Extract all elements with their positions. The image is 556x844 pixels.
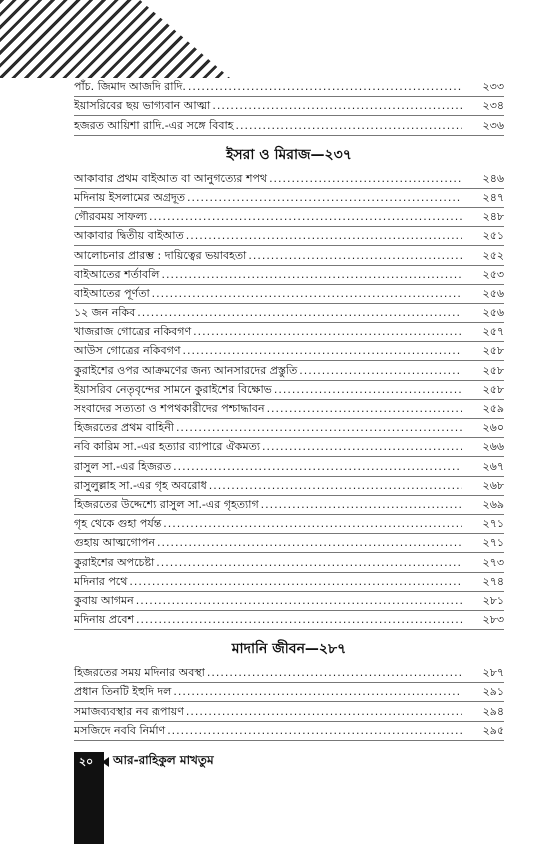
- dot-leader: [187, 189, 462, 207]
- toc-entry-title: খাজরাজ গোত্রের নকিবগণ: [74, 325, 192, 339]
- dot-leader: [149, 208, 462, 226]
- toc-entry-page: ২৩৪: [482, 99, 504, 113]
- toc-entry-title: মদিনার পথে: [74, 574, 128, 588]
- dot-leader: [235, 117, 462, 135]
- toc-entry-page: ২৪৮: [482, 210, 504, 224]
- toc-entry-title: বাইআতের শর্তাবলি: [74, 267, 160, 281]
- toc-entry-page: ২৫৭: [482, 325, 504, 339]
- toc-entry[interactable]: [74, 227, 504, 246]
- dot-leader: [157, 534, 462, 552]
- toc-entry-title: হিজরতের উদ্দেশ্যে রাসুল সা.-এর গৃহত্যাগ: [74, 497, 259, 511]
- toc-entry[interactable]: [74, 381, 504, 400]
- toc-entry-page: ২৫৩: [482, 267, 504, 281]
- toc-entry[interactable]: [74, 208, 504, 227]
- dot-leader: [137, 304, 462, 322]
- toc-entry[interactable]: [74, 683, 504, 702]
- toc-entry-title: আকাবার দ্বিতীয় বাইআত: [74, 229, 184, 243]
- toc-entry-page: ২৯৫: [482, 723, 504, 737]
- toc-entry[interactable]: [74, 400, 504, 419]
- dot-leader: [269, 170, 462, 188]
- toc-entry-title: সংবাদের সত্যতা ও শপথকারীদের পশ্চাদ্ধাবন: [74, 402, 265, 415]
- toc-entry-page: ২৫৬: [482, 286, 504, 300]
- toc-entry-title: হিজরতের সময় মদিনার অবস্থা: [74, 666, 205, 680]
- toc-entry[interactable]: [74, 116, 504, 135]
- toc-entry-title: গৃহ থেকে গুহা পর্যন্ত: [74, 517, 162, 531]
- toc-entry-title: হজরত আয়িশা রাদি.-এর সঙ্গে বিবাহ: [74, 118, 234, 132]
- toc-entry-title: আউস গোত্রের নকিবগণ: [74, 344, 181, 358]
- toc-entry-page: ২৫৬: [482, 306, 504, 320]
- dot-leader: [167, 722, 462, 740]
- toc-entry[interactable]: [74, 419, 504, 438]
- dot-leader: [186, 703, 462, 721]
- toc-entry-page: ২৫১: [482, 229, 504, 243]
- toc-entry-page: ২৩৬: [482, 118, 504, 132]
- toc-entry-title: রাসুলুল্লাহ সা.-এর গৃহ অবরোধ: [74, 478, 207, 492]
- toc-entry-title: পাঁচ. জিমাদ আজদি রাদি.: [74, 80, 186, 94]
- dot-leader: [209, 477, 462, 495]
- dot-leader: [274, 381, 462, 399]
- toc-entry[interactable]: [74, 246, 504, 265]
- toc-entry-title: মদিনায় ইসলামের অগ্রদূত: [74, 190, 186, 204]
- page-number: ২০: [74, 753, 98, 771]
- toc-entry-page: ২৭১: [482, 517, 504, 531]
- toc-entry-title: বাইআতের পূর্ণতা: [74, 286, 150, 300]
- toc-entry-title: কুবায় আগমন: [74, 593, 134, 607]
- toc-entry-page: ২৫৮: [482, 382, 504, 396]
- toc-entry-title: প্রধান তিনটি ইহুদি দল: [74, 685, 172, 699]
- toc-entry-title: কুরাইশের ওপর আক্রমণের জন্য আনসারদের প্রস্তুতি: [74, 363, 298, 377]
- toc-entry-page: ২৮৭: [482, 666, 504, 680]
- toc-entry-page: ২৪৭: [482, 190, 504, 204]
- toc-entry-page: ২৯১: [482, 685, 504, 699]
- toc-entry[interactable]: [74, 553, 504, 572]
- dot-leader: [173, 683, 462, 701]
- dot-leader: [207, 664, 462, 682]
- section-heading: ইসরা ও মিরাজ—২৩৭: [226, 146, 352, 163]
- toc-entry-title: কুরাইশের অপচেষ্টা: [74, 555, 155, 569]
- toc-entry-page: ২৫৮: [482, 344, 504, 358]
- toc-entry[interactable]: [74, 266, 504, 285]
- toc-entry-title: ইয়াসরিব নেতৃবৃন্দের সামনে কুরাইশের বিক্ষোভ: [74, 382, 272, 396]
- dot-leader: [212, 97, 462, 115]
- toc-entry-page: ২৫৮: [482, 363, 504, 377]
- toc-entry[interactable]: [74, 496, 504, 515]
- dot-leader: [262, 438, 462, 456]
- toc-entry[interactable]: [74, 304, 504, 323]
- dot-leader: [193, 323, 462, 341]
- toc-entry[interactable]: [74, 457, 504, 476]
- dot-leader: [129, 573, 462, 591]
- toc-entry[interactable]: [74, 78, 504, 97]
- toc-entry-page: ২৬৮: [482, 478, 504, 492]
- dot-leader: [162, 266, 462, 284]
- toc-entry[interactable]: [74, 438, 504, 457]
- dot-leader: [156, 554, 462, 572]
- dot-leader: [267, 400, 462, 418]
- toc-entry[interactable]: [74, 573, 504, 592]
- dot-leader: [248, 247, 462, 265]
- toc-entry-title: আকাবার প্রথম বাইআত বা আনুগত্যের শপথ: [74, 171, 268, 185]
- toc-entry[interactable]: [74, 611, 504, 630]
- toc-entry-page: ২৫২: [482, 248, 504, 262]
- toc-entry-title: হিজরতের প্রথম বাহিনী: [74, 421, 174, 435]
- section-heading: মাদানি জীবন—২৮৭: [231, 641, 347, 658]
- toc-entry[interactable]: [74, 342, 504, 361]
- toc-entry[interactable]: [74, 664, 504, 683]
- table-of-contents: [74, 78, 504, 741]
- toc-entry[interactable]: [74, 323, 504, 342]
- toc-entry[interactable]: [74, 170, 504, 189]
- dot-leader: [182, 342, 462, 360]
- toc-entry[interactable]: [74, 722, 504, 741]
- dot-leader: [261, 496, 462, 514]
- toc-entry-title: রাসুল সা.-এর হিজরত: [74, 459, 172, 473]
- toc-entry-page: ২৯৪: [482, 704, 504, 718]
- dot-leader: [176, 419, 462, 437]
- toc-entry-page: ২৭৪: [482, 574, 504, 588]
- toc-entry-page: ২৭৩: [482, 555, 504, 569]
- toc-entry-title: সমাজব্যবস্থার নব রূপায়ণ: [74, 704, 184, 718]
- toc-entry-title: ১২ জন নকিব: [74, 306, 136, 320]
- dot-leader: [163, 515, 462, 533]
- toc-entry-page: ২৫৯: [482, 402, 504, 415]
- toc-entry-title: মদিনায় প্রবেশ: [74, 613, 135, 627]
- toc-entry-page: ২৬৭: [482, 459, 504, 473]
- toc-entry[interactable]: [74, 189, 504, 208]
- toc-entry[interactable]: [74, 361, 504, 380]
- dot-leader: [136, 611, 462, 629]
- book-title: আর-রাহিকুল মাখতুম: [113, 753, 214, 767]
- toc-entry[interactable]: [74, 515, 504, 534]
- toc-entry-title: নবি কারিম সা.-এর হত্যার ব্যাপারে ঐকমত্য: [74, 440, 261, 454]
- dot-leader: [299, 362, 462, 380]
- decorative-hatch-pattern: [0, 0, 230, 78]
- toc-entry-page: ২৩৩: [482, 80, 504, 94]
- dot-leader: [152, 285, 462, 303]
- dot-leader: [188, 78, 462, 96]
- toc-entry-page: ২৬৬: [482, 440, 504, 454]
- toc-entry-page: ২৬৯: [482, 497, 504, 511]
- toc-entry-page: ২৪৬: [482, 171, 504, 185]
- toc-entry[interactable]: [74, 285, 504, 304]
- dot-leader: [173, 458, 462, 476]
- toc-entry-page: ২৬০: [482, 421, 504, 435]
- toc-entry-page: ২৭১: [482, 536, 504, 550]
- dot-leader: [136, 592, 462, 610]
- toc-entry-page: ২৮৩: [482, 613, 504, 627]
- toc-entry-title: আলোচনার প্রারম্ভ : দায়িত্বের ভয়াবহতা: [74, 248, 247, 262]
- toc-entry-page: ২৮১: [482, 593, 504, 607]
- dot-leader: [186, 227, 462, 245]
- toc-entry[interactable]: [74, 477, 504, 496]
- toc-entry[interactable]: [74, 592, 504, 611]
- toc-entry-title: গৌরবময় সাফল্য: [74, 210, 147, 224]
- toc-entry[interactable]: [74, 702, 504, 721]
- toc-entry-title: ইয়াসরিবের ছয় ভাগ্যবান আত্মা: [74, 99, 211, 113]
- triangle-left-icon: [102, 757, 109, 767]
- page-footer: [74, 752, 214, 772]
- toc-entry[interactable]: [74, 534, 504, 553]
- toc-entry-title: মসজিদে নববি নির্মাণ: [74, 723, 166, 737]
- toc-entry-title: গুহায় আত্মগোপন: [74, 536, 155, 550]
- toc-entry[interactable]: [74, 97, 504, 116]
